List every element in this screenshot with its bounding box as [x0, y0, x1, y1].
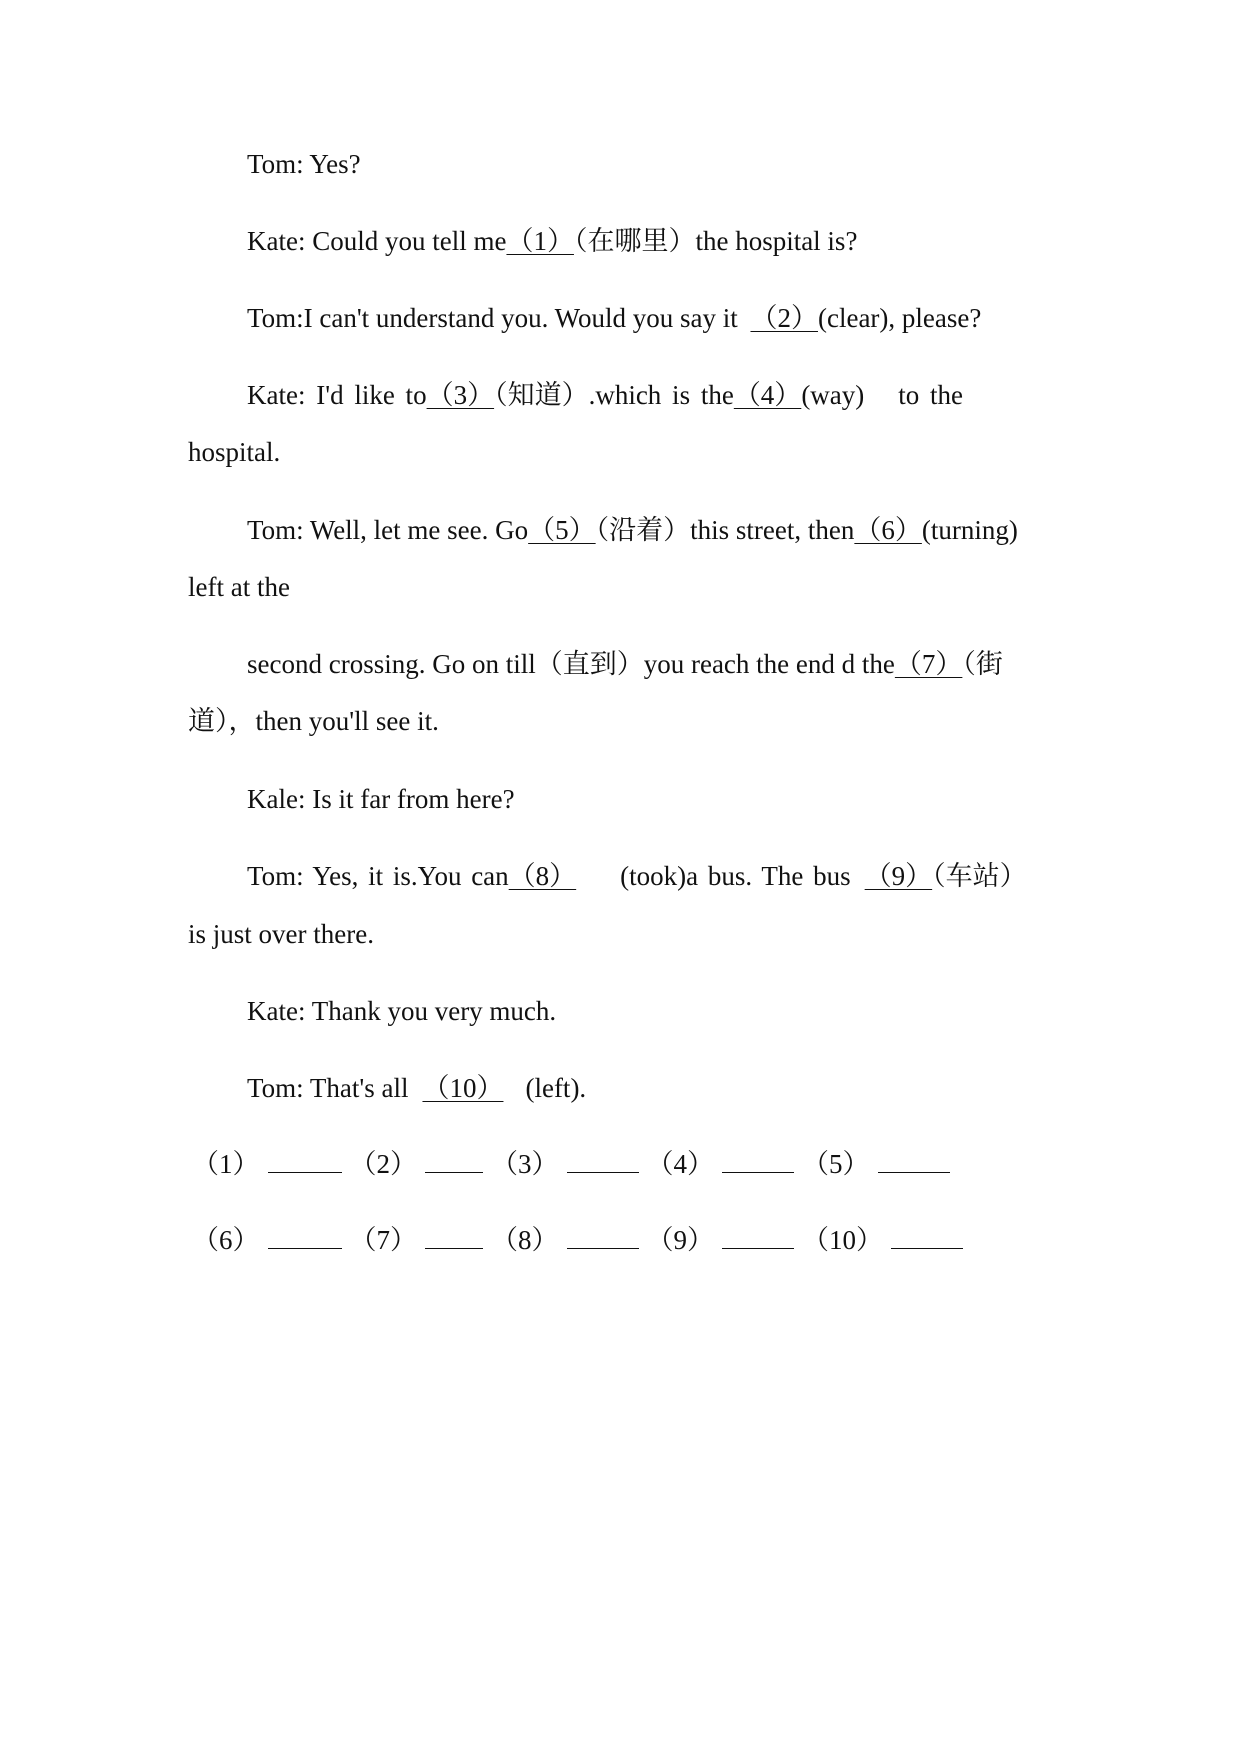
line-text: 道），then you'll see it. [188, 706, 439, 736]
line-text: left at the [188, 572, 290, 602]
hint-english: (way) [801, 380, 865, 410]
answer-item [491, 1223, 647, 1257]
line-text: Tom: That's all [247, 1073, 409, 1103]
hint-chinese: （知道） [494, 380, 589, 410]
line-text: is just over there. [188, 919, 374, 949]
line-text: Kate: I'd like to [247, 380, 427, 410]
dialogue-line-6-cont [188, 704, 439, 738]
line-text: Tom: Yes, it is.You can [247, 861, 509, 891]
line-text: to the [898, 380, 964, 410]
answer-blank[interactable] [425, 1148, 483, 1173]
answer-row-2 [192, 1223, 971, 1257]
answer-label: （6） [192, 1225, 260, 1255]
line-text: second crossing. Go on till（直到）you reach the end d the [247, 649, 895, 679]
dialogue-line-5-cont [188, 570, 290, 604]
blank-2: （2） [750, 303, 818, 333]
line-text: Tom:I can't understand you. Would you say it [247, 303, 745, 333]
dialogue-line-3 [247, 301, 981, 335]
dialogue-line-4-cont [188, 435, 280, 469]
dialogue-line-9 [247, 994, 556, 1028]
blank-5: （5） [528, 515, 596, 545]
line-text: Kale: Is it far from here? [247, 784, 515, 814]
answer-blank[interactable] [891, 1224, 963, 1249]
speaker-tom: Tom: [247, 149, 304, 179]
dialogue-line-4 [247, 378, 963, 412]
answer-item [192, 1223, 350, 1257]
answer-row-1 [192, 1147, 958, 1181]
dialogue-line-8 [247, 859, 1027, 893]
dialogue-line-10 [247, 1071, 586, 1105]
answer-item [802, 1223, 971, 1257]
line-text: Tom: Well, let me see. Go [247, 515, 529, 545]
answer-label: （2） [349, 1149, 417, 1179]
answer-blank[interactable] [425, 1224, 483, 1249]
blank-8: （8） [508, 861, 577, 891]
dialogue-line-5 [247, 513, 1018, 547]
answer-blank[interactable] [722, 1224, 794, 1249]
answer-blank[interactable] [722, 1148, 794, 1173]
hint-chinese: （街 [962, 649, 1003, 679]
hint-english: (left). [525, 1073, 587, 1103]
answer-item [350, 1223, 492, 1257]
answer-blank[interactable] [567, 1148, 639, 1173]
answer-item [647, 1223, 803, 1257]
answer-blank[interactable] [268, 1148, 342, 1173]
hint-chinese: （沿着） [595, 515, 691, 545]
answer-item [491, 1147, 647, 1181]
hint-chinese: （在哪里） [573, 226, 696, 256]
dialogue-line-7 [247, 782, 515, 816]
line-text: hospital. [188, 437, 281, 467]
answer-label: （3） [491, 1149, 559, 1179]
answer-label: （5） [802, 1149, 870, 1179]
line-text: Yes? [303, 149, 361, 179]
answer-label: （9） [646, 1225, 714, 1255]
dialogue-line-2 [247, 224, 857, 258]
blank-7: （7） [894, 649, 963, 679]
answer-item [350, 1147, 492, 1181]
dialogue-line-8-cont [188, 917, 374, 951]
answer-label: （8） [491, 1225, 559, 1255]
answer-item [192, 1147, 350, 1181]
dialogue-line-6 [247, 647, 1003, 681]
line-text: .which is the [588, 380, 734, 410]
line-text: Kate: Could you tell me [247, 226, 507, 256]
answer-blank[interactable] [567, 1224, 639, 1249]
blank-10: （10） [422, 1073, 504, 1103]
answer-label: （1） [192, 1149, 260, 1179]
answer-item [802, 1147, 958, 1181]
answer-label: （10） [802, 1225, 883, 1255]
line-text: the hospital is? [695, 226, 858, 256]
blank-4: （4） [733, 380, 802, 410]
answer-item [647, 1147, 803, 1181]
answer-label: （4） [646, 1149, 714, 1179]
line-text: this street, then [690, 515, 855, 545]
dialogue-line-1 [247, 147, 361, 181]
hint-english: (turning) [921, 515, 1018, 545]
blank-9: （9） [864, 861, 933, 891]
answer-blank[interactable] [878, 1148, 950, 1173]
blank-6: （6） [854, 515, 922, 545]
answer-label: （7） [349, 1225, 417, 1255]
answer-blank[interactable] [268, 1224, 342, 1249]
hint-english: (took)a bus. The bus [620, 861, 851, 891]
hint-chinese: （车站） [932, 861, 1027, 891]
blank-1: （1） [506, 226, 574, 256]
line-text: (clear), please? [817, 303, 982, 333]
blank-3: （3） [426, 380, 495, 410]
line-text: Kate: Thank you very much. [247, 996, 557, 1026]
